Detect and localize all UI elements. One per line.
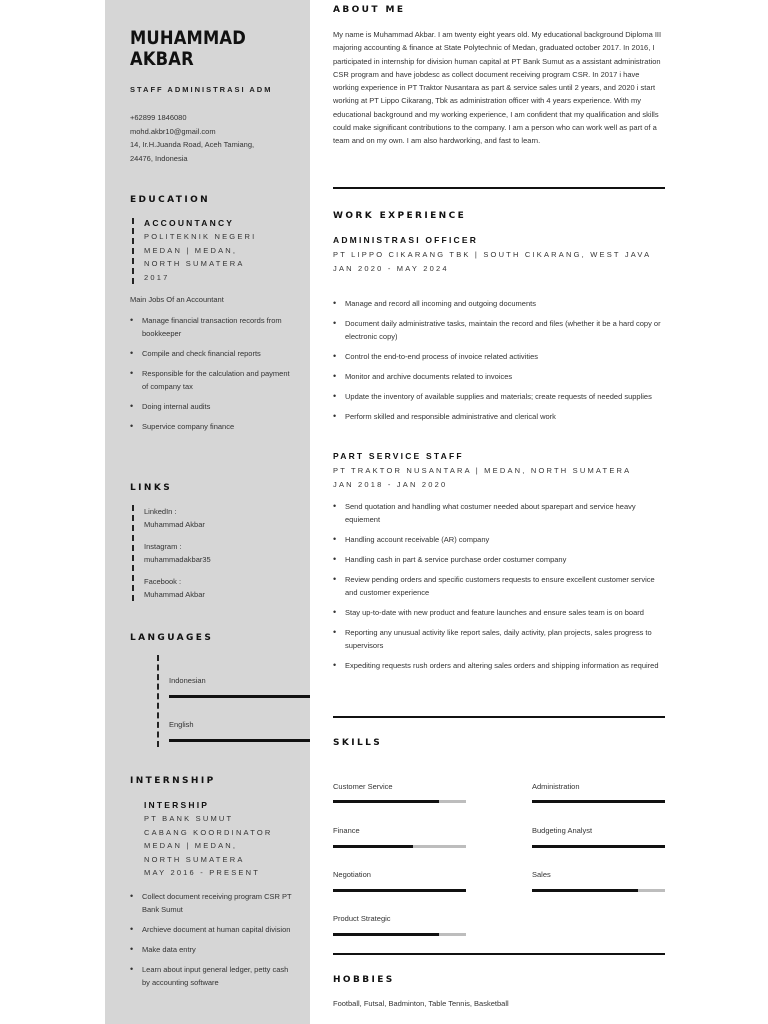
list-item: • Collect document receiving program CSR PT Bank Sumut [130, 890, 298, 916]
list-item: • Supervice company finance [130, 420, 295, 433]
skill-bar-fill [532, 845, 665, 848]
skill-bar [333, 800, 466, 803]
link-value: Muhammad Akbar [144, 590, 205, 599]
link-label: LinkedIn : [144, 507, 177, 516]
list-item: • Manage and record all incoming and outgoing documents [333, 297, 665, 310]
language-name: Indonesian [169, 676, 206, 685]
school-line: NORTH SUMATERA [144, 259, 245, 268]
job-title: ADMINISTRASI OFFICER [333, 235, 479, 245]
job-role: STAFF ADMINISTRASI ADM [130, 85, 273, 94]
skills-heading: SKILLS [333, 738, 383, 748]
internship-org [144, 812, 304, 880]
skill-bar [333, 889, 466, 892]
list-item: • Control the end-to-end process of invoice related activities [333, 350, 665, 363]
job-org: PT LIPPO CIKARANG TBK | SOUTH CIKARANG, WEST JAVA [333, 250, 652, 259]
internship-position: INTERSHIP [144, 800, 210, 810]
list-item: • Handling cash in part & service purchase order costumer company [333, 553, 665, 566]
skill-bar [532, 845, 665, 848]
list-item: • Monitor and archive documents related to invoices [333, 370, 665, 383]
hobbies-heading: HOBBIES [333, 975, 395, 985]
list-item: • Doing internal audits [130, 400, 295, 413]
list-item: • Archieve document at human capital division [130, 923, 298, 936]
links-heading: LINKS [130, 483, 173, 493]
language-name: English [169, 720, 194, 729]
skill-bar-fill [333, 845, 413, 848]
section-divider [333, 187, 665, 189]
education-jobs-list [130, 314, 295, 433]
list-item: • Manage financial transaction records from bookkeeper [130, 314, 295, 340]
job-entry-1 [333, 235, 663, 275]
skill-bar-fill [532, 889, 638, 892]
job-2-tasks [333, 500, 665, 672]
link-value: muhammadakbar35 [144, 555, 211, 564]
about-text: My name is Muhammad Akbar. I am twenty eight years old. My educational background Diploma III majoring accounting & finance at State Polytechnic of Medan, graduated october 2017. In 2016, I participated in internship for division human capital at PT Bank Sumut as a assistant administration CSR program and have jobdesc as collect document receiving program CSR. In 2017 i have working experience in PT Traktor Nusantara as part & service sales until 2 years, and 2020 i start working at PT Lippo Cikarang, Tbk as administration officer with 4 years experience. With my educational background and my working experience, I am confident that my qualification and skills could make significant contributions to the company. I am a person who can work well as part of a team and on my own. I am also hardworking, and fast to learn. [333, 30, 662, 146]
language-level-bar [169, 739, 310, 742]
skill-bar-fill [333, 800, 439, 803]
link-value: Muhammad Akbar [144, 520, 205, 529]
list-item: • Update the inventory of available supplies and materials; create requests of needed supplies [333, 390, 665, 403]
list-item: • Send quotation and handling what costumer needed about sparepart and service heavy equiement [333, 500, 665, 526]
skill-name: Budgeting Analyst [532, 826, 593, 835]
school-line: 2017 [144, 272, 170, 282]
link-label: Instagram : [144, 542, 182, 551]
language-level-bar [169, 695, 310, 698]
links-list [132, 505, 292, 601]
name-line-2: AKBAR [130, 48, 194, 70]
org-line: CABANG KOORDINATOR [144, 827, 273, 837]
school-line: POLITEKNIK NEGERI [144, 232, 257, 241]
list-item: • Review pending orders and specific customers requests to ensure excellent customer service and customer experience [333, 573, 665, 599]
skill-bar-fill [333, 889, 466, 892]
skill-name: Product Strategic [333, 914, 391, 923]
list-item: • Perform skilled and responsible administrative and clerical work [333, 410, 665, 423]
main-content [310, 0, 665, 1024]
list-item: • Learn about input general ledger, petty cash by accounting software [130, 963, 298, 989]
skill-bar [532, 800, 665, 803]
education-jobs-heading: Main Jobs Of an Accountant [130, 295, 224, 304]
list-item: • Document daily administrative tasks, maintain the record and files (whether it be a hard copy or electronic copy) [333, 317, 665, 343]
link-instagram[interactable] [144, 540, 292, 566]
list-item: • Reporting any unusual activity like report sales, daily activity, plan projects, sales progress to supervisors [333, 626, 665, 652]
skill-name: Negotiation [333, 870, 371, 879]
org-line: MEDAN | MEDAN, [144, 841, 238, 850]
job-dates: JAN 2018 - JAN 2020 [333, 479, 448, 489]
link-label: Facebook : [144, 577, 182, 586]
name-block [130, 28, 265, 70]
link-facebook[interactable] [144, 575, 292, 601]
name-line-1: MUHAMMAD [130, 27, 246, 49]
email-address: mohd.akbr10@gmail.com [130, 126, 216, 136]
skill-name: Finance [333, 826, 360, 835]
list-item: • Stay up-to-date with new product and feature launches and ensure sales team is on board [333, 606, 665, 619]
org-line: MAY 2016 - PRESENT [144, 868, 261, 877]
education-entry [132, 218, 292, 284]
job-entry-2 [333, 451, 663, 491]
school-line: MEDAN | MEDAN, [144, 245, 238, 255]
section-divider [333, 716, 665, 718]
sidebar [105, 0, 310, 1024]
org-line: PT BANK SUMUT [144, 814, 234, 823]
skill-bar [333, 845, 466, 848]
job-dates: JAN 2020 - MAY 2024 [333, 263, 449, 273]
internship-heading: INTERNSHIP [130, 776, 216, 786]
experience-heading: WORK EXPERIENCE [333, 211, 467, 221]
hobbies-text: Football, Futsal, Badminton, Table Tennis, Basketball [333, 999, 509, 1008]
section-divider [333, 953, 665, 955]
languages-heading: LANGUAGES [130, 633, 214, 643]
list-item: • Responsible for the calculation and payment of company tax [130, 367, 295, 393]
list-item: • Make data entry [130, 943, 298, 956]
list-item: • Handling account receivable (AR) company [333, 533, 665, 546]
skill-bar [333, 933, 466, 936]
skill-bar-fill [333, 933, 439, 936]
link-linkedin[interactable] [144, 505, 292, 531]
list-item: • Expediting requests rush orders and altering sales orders and shipping information as required [333, 659, 665, 672]
org-line: NORTH SUMATERA [144, 854, 245, 864]
about-heading: ABOUT ME [333, 5, 406, 15]
home-address: 14, Ir.H.Juanda Road, Aceh Tamiang, 24476, Indonesia [130, 140, 255, 163]
internship-entry [144, 800, 304, 880]
phone-number: +62899 1846080 [130, 113, 187, 122]
contact-info [130, 111, 300, 165]
skill-name: Customer Service [333, 782, 393, 791]
skill-name: Sales [532, 870, 551, 879]
education-school [144, 230, 292, 284]
job-org: PT TRAKTOR NUSANTARA | MEDAN, NORTH SUMATERA [333, 466, 632, 475]
job-1-tasks [333, 297, 665, 423]
skill-bar-fill [532, 800, 665, 803]
resume-page [105, 0, 665, 1024]
education-degree: ACCOUNTANCY [144, 218, 235, 228]
internship-tasks [130, 890, 298, 989]
education-heading: EDUCATION [130, 195, 211, 205]
skill-name: Administration [532, 782, 580, 791]
skill-bar [532, 889, 665, 892]
list-item: • Compile and check financial reports [130, 347, 295, 360]
job-title: PART SERVICE STAFF [333, 451, 464, 461]
languages-list [157, 655, 310, 747]
